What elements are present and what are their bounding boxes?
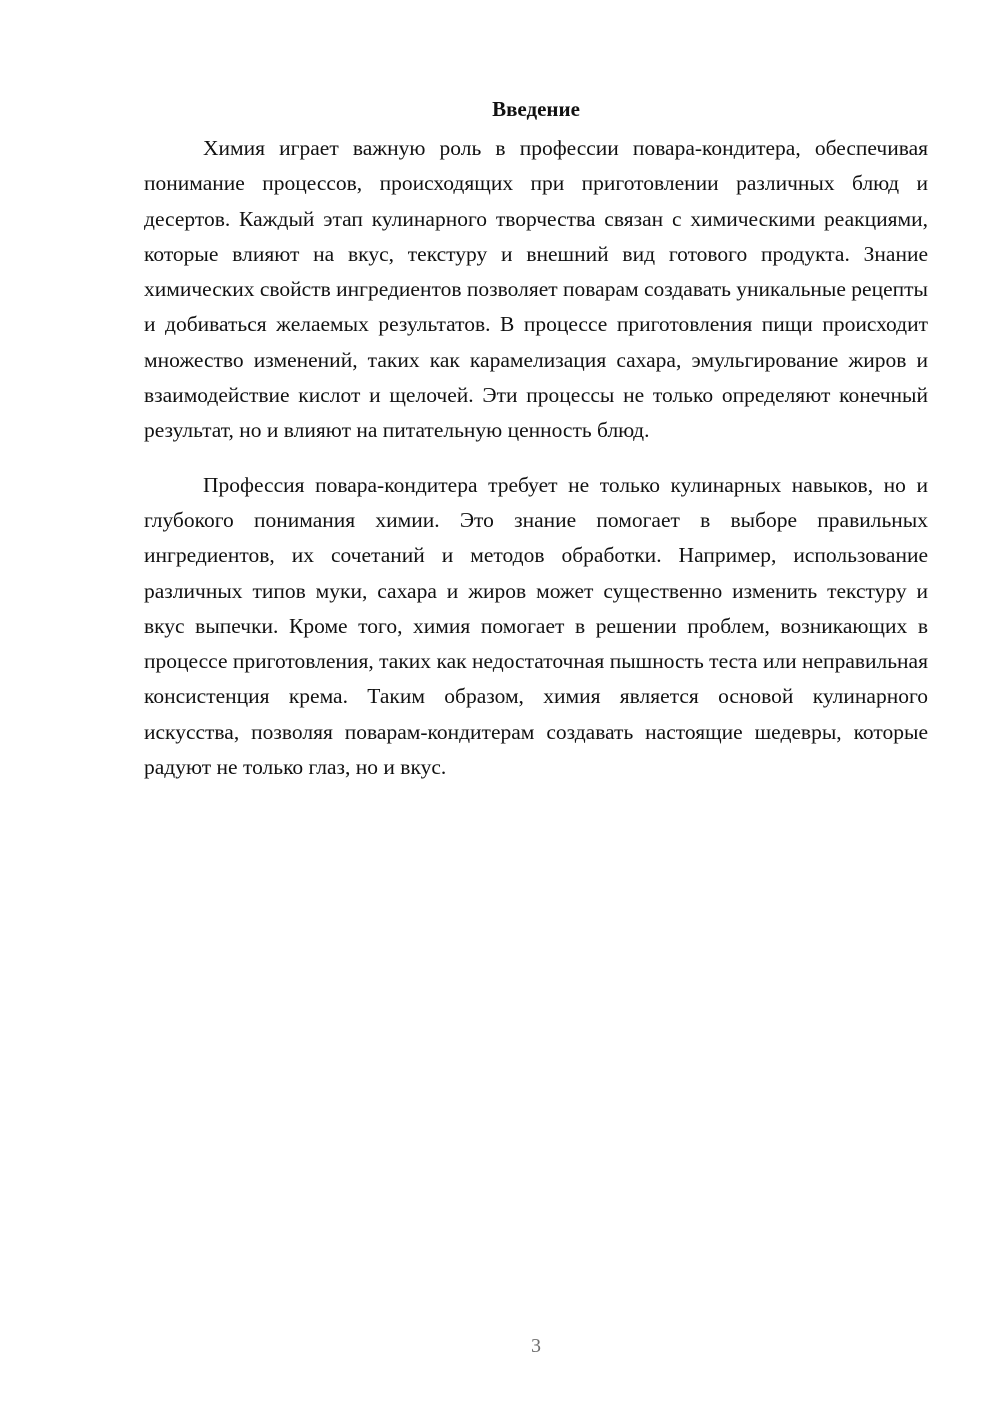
page-number: 3 — [531, 1335, 541, 1357]
page-content — [144, 92, 928, 785]
paragraph-2: Профессия повара-кондитера требует не только кулинарных навыков, но и глубокого понимания химии. Это знание помогает в выборе правильных ингредиентов, их сочетаний и методов обработки. Например, использование различных типов муки, сахара и жиров может существенно изменить текстуру и вкус выпечки. Кроме того, химия помогает в решении проблем, возникающих в процессе приготовления, таких как недостаточная пышность теста или неправильная консистенция крема. Таким образом, химия является основой кулинарного искусства, позволяя поварам-кондитерам создавать настоящие шедевры, которые радуют не только глаз, но и вкус. — [144, 472, 928, 780]
section-title: Введение — [492, 97, 580, 121]
paragraph-1: Химия играет важную роль в профессии повара-кондитера, обеспечивая понимание процессов, происходящих при приготовлении различных блюд и десертов. Каждый этап кулинарного творчества связан с химическими реакциями, которые влияют на вкус, текстуру и внешний вид готового продукта. Знание химических свойств ингредиентов позволяет поварам создавать уникальные рецепты и добиваться желаемых результатов. В процессе приготовления пищи происходит множество изменений, таких как карамелизация сахара, эмульгирование жиров и взаимодействие кислот и щелочей. Эти процессы не только определяют конечный результат, но и влияют на питательную ценность блюд. — [144, 136, 928, 443]
